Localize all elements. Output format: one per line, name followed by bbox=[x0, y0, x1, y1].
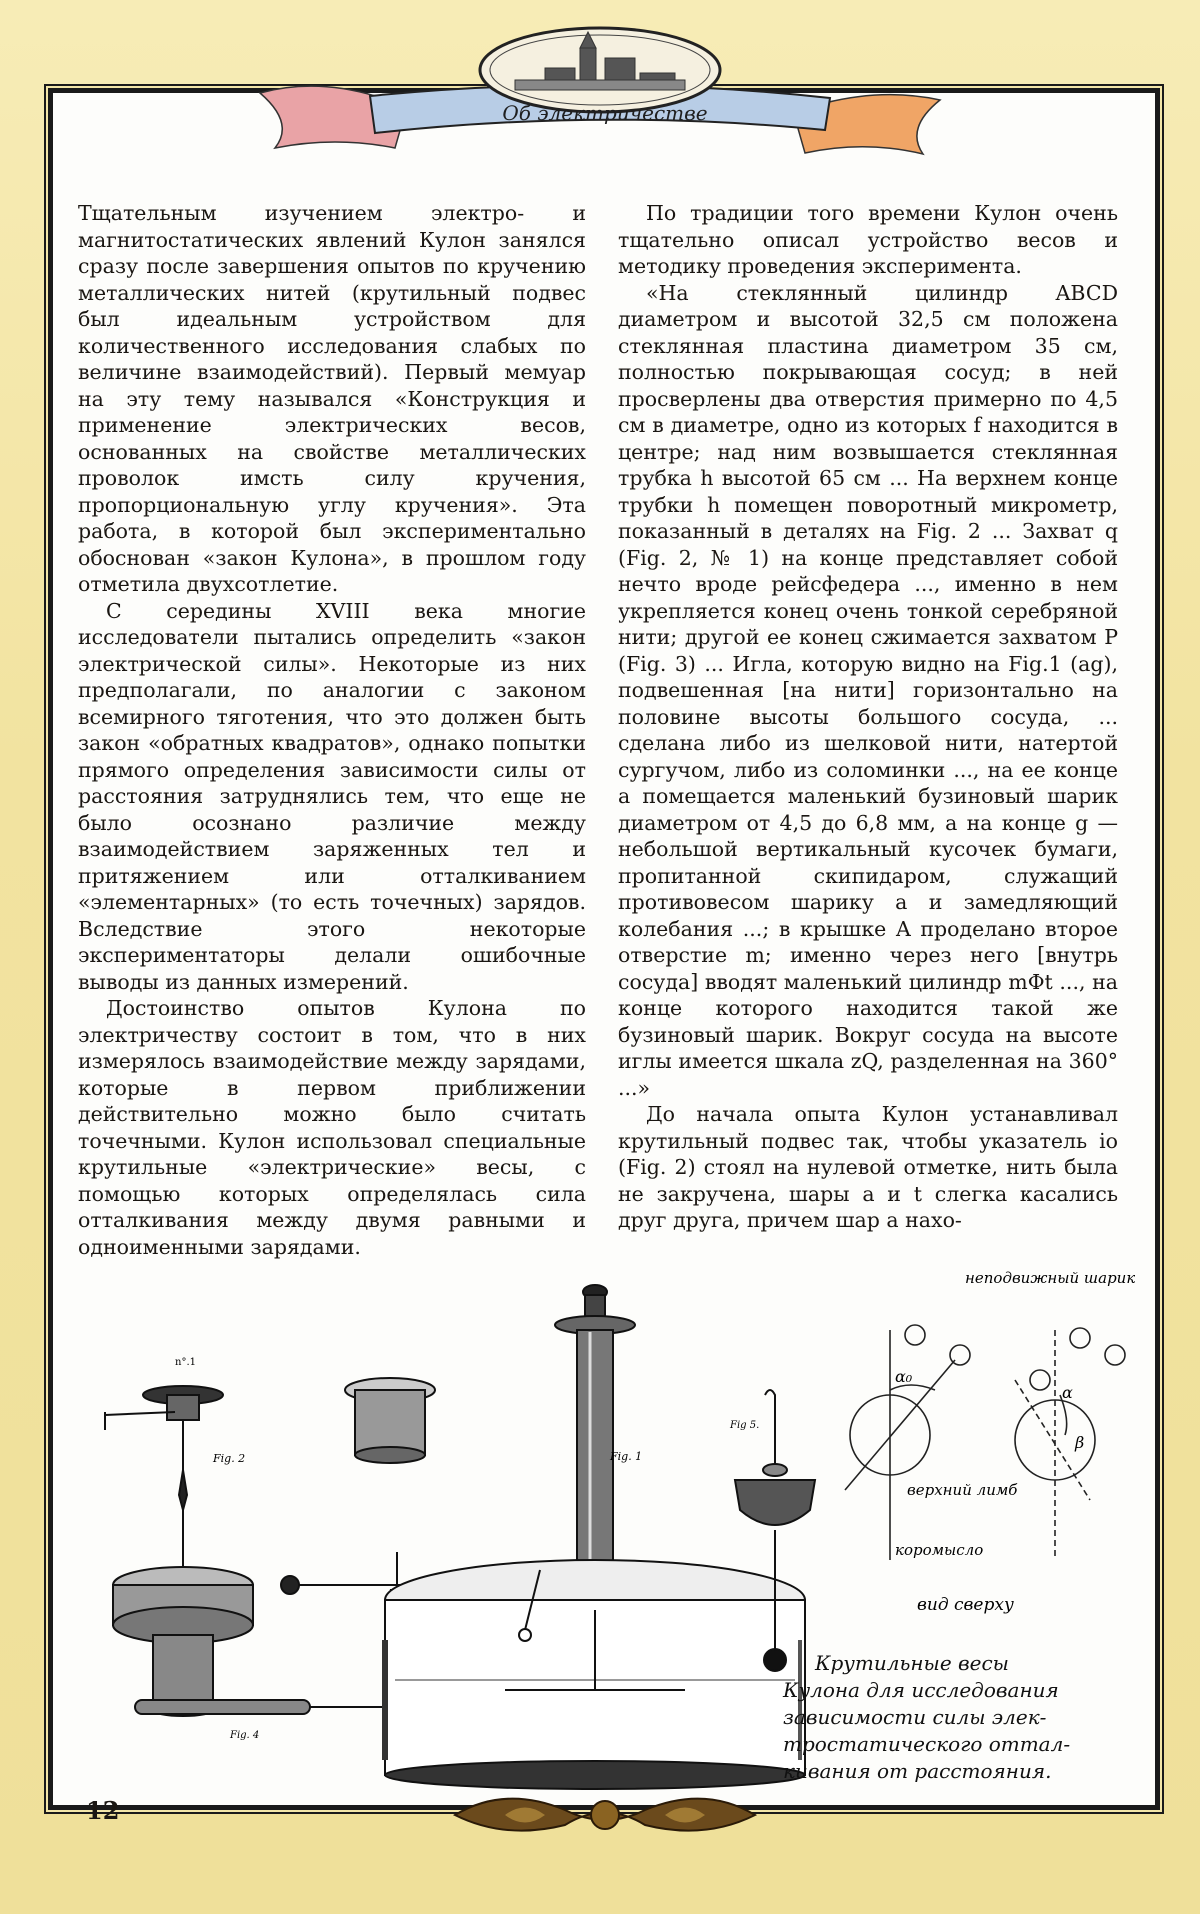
upper-limb-label: верхний лимб bbox=[907, 1481, 1018, 1499]
top-view-label: вид сверху bbox=[917, 1595, 1014, 1615]
paragraph: Тщательным изучением электро- и магнитостатических явлений Кулон занялся сразу после завершения опытов по кручению металлических нитей (крутильный подвес был идеальным устройством для количественного исследования слабых по величине взаимодействий). Первый мемуар на эту тему назывался «Конструкция и применение электрических весов, основанных на свойстве металлических проволок имсть силу кручения, пропорциональную углу кручения». Эта работа, в которой был экспериментально обоснован «закон Кулона», в прошлом году отметила двухсотлетие. bbox=[78, 201, 586, 596]
alpha-label: α bbox=[1062, 1383, 1073, 1402]
fixed-ball-label: неподвижный шарик bbox=[965, 1269, 1135, 1287]
caption-line: зависимости силы элек- bbox=[783, 1705, 1047, 1729]
left-column bbox=[78, 200, 586, 1260]
fig2-micrometer bbox=[105, 1386, 253, 1716]
fig2-label: Fig. 2 bbox=[213, 1452, 246, 1465]
paragraph: «На стеклянный цилиндр ABCD диаметром и высотой 32,5 см положена стеклянная пластина диаметром 35 см, полностью покрывающая сосуд; в ней просверлены два отверстия примерно по 4,5 см в диаметре, одно из которых f находится в центре; над ним возвышается стеклянная трубка h высотой 65 см ... На верхнем конце трубки h помещен поворотный микрометр, показанный в деталях на Fig. 2 ... Захват q (Fig. 2, № 1) на конце представляет собой нечто вроде рейсфедера ..., именно в нем укрепляется конец очень тонкой серебряной нити; другой ее конец сжимается захватом P (Fig. 3) ... Игла, которую видно на Fig.1 (ag), подвешенная [на нити] горизонтально на половине высоты большого сосуда, ... сделана либо из шелковой нити, натертой сургучом, либо из соломинки ..., на ее конце a помещается маленький бузиновый шарик диаметром от 4,5 до 6,8 мм, а на конце g — небольшой вертикальный кусочек бумаги, пропитанной скипидаром, служащий противовесом шарику a и замедляющий колебания ...; в крышке A проделано второе отверстие m; именно через него [внутрь сосуда] вводят маленький цилиндр mΦt ..., на конце которого находится такой же бузиновый шарик. Вокруг сосуда на высоте иглы имеется шкала zQ, разделенная на 360° ...» bbox=[618, 280, 1118, 1100]
alpha0-label: α₀ bbox=[895, 1367, 913, 1386]
fig1-apparatus bbox=[385, 1285, 805, 1789]
caption-line: тростатического оттал- bbox=[783, 1732, 1071, 1756]
beam-label: коромысло bbox=[895, 1541, 984, 1559]
beta-label: β bbox=[1075, 1433, 1085, 1452]
caption-line: кивания от расстояния. bbox=[783, 1759, 1052, 1783]
article-body bbox=[78, 200, 1118, 1259]
caption-line: Кулона для исследования bbox=[783, 1678, 1059, 1702]
fig4-label: Fig. 4 bbox=[230, 1730, 260, 1741]
paragraph: До начала опыта Кулон устанавливал крутильный подвес так, чтобы указатель io (Fig. 2) стоял на нулевой отметке, нить была не закручена, шары a и t слегка касались друг друга, причем шар a нахо- bbox=[618, 1102, 1118, 1232]
paragraph: С середины XVIII века многие исследователи пытались определить «закон электрической силы». Некоторые из них предполагали, по аналогии с законом всемирного тяготения, что это должен быть закон «обратных квадратов», однако попытки прямого определения зависимости силы от расстояния затруднялись тем, что еще не было осознано различие между взаимодействием заряженных тел и притяжением или отталкиванием «элементарных» (то есть точечных) зарядов. Вследствие этого некоторые экспериментаторы делали ошибочные выводы из данных измерений. bbox=[78, 598, 586, 994]
fig-cup bbox=[345, 1378, 435, 1463]
figure-caption bbox=[782, 1651, 1070, 1783]
fig2-no1-label: n°.1 bbox=[175, 1357, 196, 1368]
paragraph: По традиции того времени Кулон очень тщательно описал устройство весов и методику проведения эксперимента. bbox=[618, 201, 1118, 278]
torsion-balance-illustration bbox=[75, 1240, 1135, 1790]
banner-title: Об электричестве bbox=[502, 101, 708, 125]
fig5-label: Fig 5. bbox=[730, 1420, 760, 1431]
fig1-label: Fig. 1 bbox=[610, 1450, 643, 1463]
page-number: 12 bbox=[86, 1796, 120, 1825]
medallion-oval bbox=[480, 28, 720, 112]
paragraph: Достоинство опытов Кулона по электричеству состоит в том, что в них измерялось взаимодействие между зарядами, которые в первом приближении действительно можно было считать точечными. Кулон использовал специальные крутильные «электрические» весы, с помощью которых определялась сила отталкивания между двумя равными и одноименными зарядами. bbox=[78, 996, 586, 1259]
bottom-ornament bbox=[445, 1780, 765, 1850]
right-column bbox=[618, 200, 1118, 1234]
caption-line: Крутильные весы bbox=[815, 1651, 1009, 1675]
header-banner bbox=[255, 18, 945, 178]
